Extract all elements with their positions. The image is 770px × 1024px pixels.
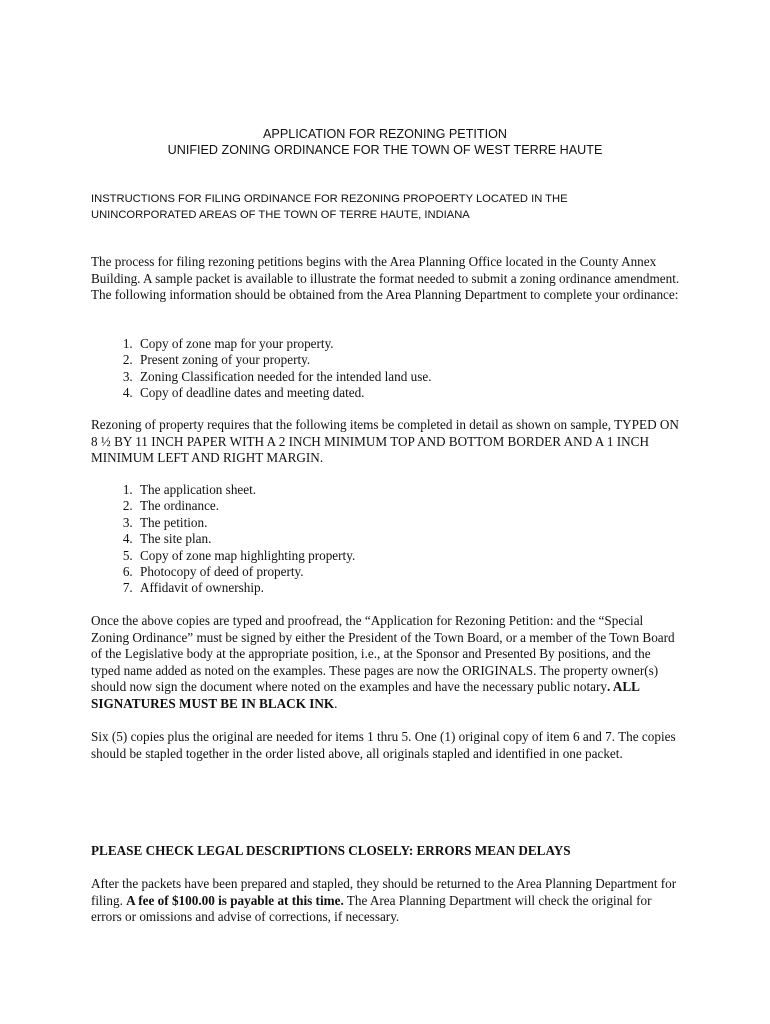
list-item: 3. Zoning Classification needed for the intended land use.: [136, 369, 681, 385]
items-list-section: [91, 482, 681, 597]
list-item: 7. Affidavit of ownership.: [136, 580, 681, 596]
final-section: [91, 876, 681, 926]
list-item: 4. The site plan.: [136, 531, 681, 547]
requirements-paragraph: Rezoning of property requires that the following items be completed in detail as shown on sample, TYPED ON 8 ½ BY 11 INCH PAPER WITH A 2 INCH MINIMUM TOP AND BOTTOM BORDER AND A 1 INCH MINIMUM LEFT AND RIGHT MARGIN.: [91, 417, 679, 466]
list-item: 2. Present zoning of your property.: [136, 352, 681, 368]
info-list-section: [91, 336, 681, 402]
list-item: 2. The ordinance.: [136, 498, 681, 514]
intro-paragraph: The process for filing rezoning petitions begins with the Area Planning Office located in the County Annex Building. A sample packet is available to illustrate the format needed to submit a zoning ordinance amendment. The following information should be obtained from the Area Planning Department to complete your ordinance:: [91, 254, 680, 303]
intro-section: [91, 254, 681, 304]
items-list: [91, 482, 681, 597]
requirements-section: [91, 417, 681, 467]
signing-bold-notice: . ALL SIGNATURES MUST BE IN BLACK INK: [91, 679, 640, 711]
list-item: 1. Copy of zone map for your property.: [136, 336, 681, 352]
list-item: 6. Photocopy of deed of property.: [136, 564, 681, 580]
fee-notice: A fee of $100.00 is payable at this time.: [126, 892, 344, 908]
signing-paragraph: [91, 613, 681, 713]
legal-heading: PLEASE CHECK LEGAL DESCRIPTIONS CLOSELY: ERRORS MEAN DELAYS: [91, 843, 571, 858]
final-text-2: The Area Planning Department will check the original for errors or omissions and advise of corrections, if necessary.: [91, 892, 652, 925]
copies-section: [91, 729, 681, 762]
title-line-1: APPLICATION FOR REZONING PETITION: [263, 127, 507, 141]
list-item: 4. Copy of deadline dates and meeting dated.: [136, 385, 681, 401]
legal-heading-section: [91, 843, 681, 860]
final-text-1: After the packets have been prepared and stapled, they should be returned to the Area Planning Department for filing.: [91, 876, 677, 908]
final-paragraph: [91, 876, 681, 926]
list-item: 1. The application sheet.: [136, 482, 681, 498]
document-title: [0, 126, 770, 158]
signing-section: [91, 613, 681, 713]
info-list: [91, 336, 681, 402]
signing-text: Once the above copies are typed and proofread, the “Application for Rezoning Petition: and the “Special Zoning Ordinance” must be signed by either the President of the Town Board, or a member of the Town Board of the Legislative body at the appropriate position, i.e., at the Sponsor and Presented By positions, and the typed name added as noted on the examples. These pages are now the ORIGINALS. The property owner(s) should now sign the document where noted on the examples and have the necessary public notary: [91, 613, 675, 695]
list-item: 3. The petition.: [136, 515, 681, 531]
instructions-heading: [91, 192, 691, 223]
title-line-2: UNIFIED ZONING ORDINANCE FOR THE TOWN OF WEST TERRE HAUTE: [167, 143, 603, 157]
signing-end: .: [334, 695, 338, 711]
instructions-line-1: INSTRUCTIONS FOR FILING ORDINANCE FOR REZONING PROPOERTY LOCATED IN THE: [91, 193, 568, 205]
copies-paragraph: Six (5) copies plus the original are needed for items 1 thru 5. One (1) original copy of item 6 and 7. The copies should be stapled together in the order listed above, all originals stapled and identified in one packet.: [91, 729, 676, 761]
instructions-line-2: UNINCORPORATED AREAS OF THE TOWN OF TERRE HAUTE, INDIANA: [91, 208, 470, 221]
list-item: 5. Copy of zone map highlighting property.: [136, 548, 681, 564]
